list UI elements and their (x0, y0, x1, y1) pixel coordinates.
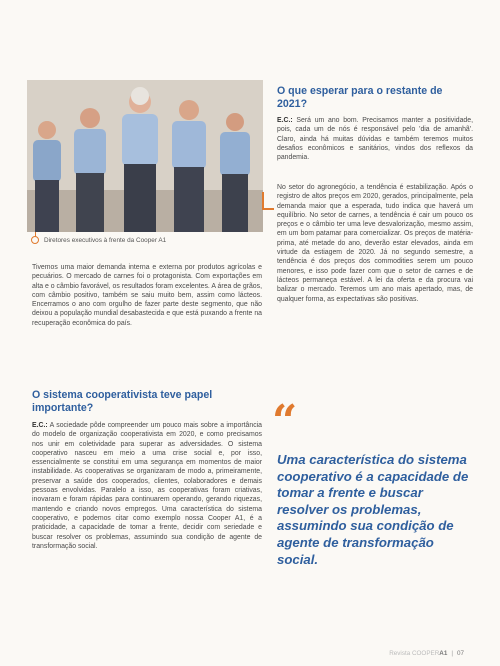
page-number: 07 (456, 650, 464, 657)
executives-photo (27, 80, 263, 232)
intro-paragraph: Tivemos uma maior demanda interna e externa por produtos agrícolas e pecuários. O mercado de carnes foi o protagonista. Com exportações em alta e o câmbio favorável, os resultados foram excelentes. A área de grãos, com câmbio positivo, também se saiu muito bem, assim como lácteos. Encerramos o ano com orgulho de fazer parte deste segmento, que não deixou a população mundial desabastecida e que está puxando a frente na recuperação econômica do país. (32, 264, 262, 327)
agribusiness-paragraph: No setor do agronegócio, a tendência é estabilização. Após o registro de altos preços em 2020, gerados, principalmente, pela demanda maior que a esperada, tudo indica que haverá um equilíbrio. No setor de carnes, a tendência é cair um pouco os preços e o câmbio ter uma leve desvalorização, mesmo assim, em um bom patamar para comercializar. Os preços de matéria-prima, até metade do ano, deverão estar elevados, ainda em virtude da estiagem de 2020. Já no segundo semestre, a tendência é dos preços dos commodities serem um pouco menores, e isso pode fazer com que o setor de carnes e de lácteos permaneça estável. A lei da oferta e da procura vai balizar o mercado. Teremos um ano mais apertado, mas, de qualquer forma, as expectativas são positivas. (277, 184, 473, 303)
photo-caption (31, 236, 263, 244)
page-footer (389, 650, 464, 657)
interviewee-label: E.C.: (277, 117, 293, 124)
caption-dot-icon (31, 236, 39, 244)
quote-mark-icon: “ (272, 396, 298, 447)
outlook-answer-text: Será um ano bom. Precisamos manter a positividade, pois, cada um de nós é responsável pelo 'dia de amanhã'. Claro, ainda há muitas dúvidas e também teremos muitos desafios econômicos e sanitários, vindos dos reflexos da pandemia. (277, 117, 473, 162)
interviewee-label: E.C.: (32, 422, 48, 429)
magazine-name: Revista COOPERA1 (389, 650, 448, 657)
outlook-answer (277, 116, 473, 162)
photo-corner-accent (262, 192, 274, 210)
section-heading-2021: O que esperar para o restante de 2021? (277, 85, 443, 110)
pull-quote: Uma característica do sistema cooperativo é a capacidade de tomar a frente e buscar resolver os problemas, assumindo sua condição de agente de transformação social. (277, 452, 469, 567)
section-heading-cooperative: O sistema cooperativista teve papel importante? (32, 389, 213, 414)
brand-suffix: A1 (439, 650, 448, 657)
caption-text: Diretores executivos à frente da Cooper A1 (44, 236, 167, 244)
footer-separator: | (451, 650, 453, 657)
cooperative-answer (32, 421, 262, 551)
cooperative-answer-text: A sociedade pôde compreender um pouco mais sobre a importância do modelo de organização cooperativista em 2020, e como precisamos nos unir em coletividade para superar as adversidades. O sistema cooperativo nasceu em meio a uma crise social e, por isso, essencialmente se constitui em uma segurança em momentos de maior instabilidade. As cooperativas se organizaram de modo a, primeiramente, preservar a saúde dos cooperados, clientes, colaboradores e demais pessoas envolvidas. Paralelo a isso, as cooperativas foram criativas, inovaram e foram rápidas para continuarem operando, gerando riquezas, mantendo e criando novos empregos. Uma característica do sistema cooperativo, e podemos citar como exemplo nossa Cooper A1, é a praticidade, a capacidade de tomar a frente, decidir com seriedade e buscar resolver os problemas, assumindo sua condição de agente de transformação social. (32, 422, 262, 550)
